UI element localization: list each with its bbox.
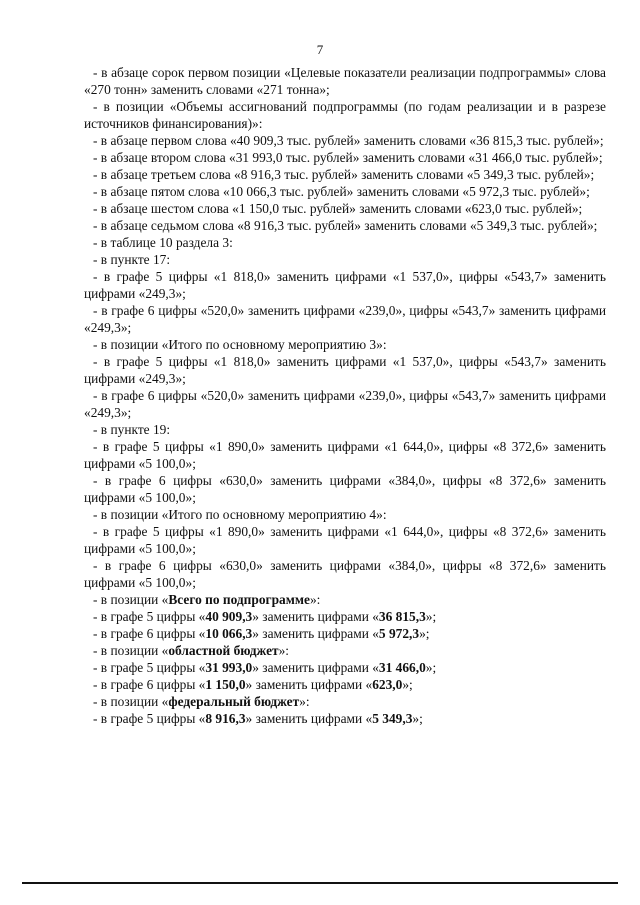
bold-text: федеральный бюджет (168, 694, 300, 709)
text: - в позиции «Итого по основному мероприятию 4»: (93, 507, 387, 522)
text: - в графе 6 цифры « (93, 626, 206, 641)
text: »; (425, 660, 437, 675)
text: - в абзаце сорок первом позиции «Целевые показатели реализации подпрограммы» слова «270 тонн» заменить словами «271 тонна»; (84, 65, 606, 97)
paragraph (84, 472, 606, 506)
text: » заменить цифрами « (245, 711, 373, 726)
paragraph (84, 217, 606, 234)
text: » заменить цифрами « (245, 677, 373, 692)
document-body (84, 64, 606, 727)
bold-text: 40 909,3 (205, 609, 253, 624)
text: - в абзаце шестом слова «1 150,0 тыс. рублей» заменить словами «623,0 тыс. рублей»; (93, 201, 583, 216)
text: - в графе 5 цифры «1 818,0» заменить цифрами «1 537,0», цифры «543,7» заменить цифрами «249,3»; (84, 354, 606, 386)
text: »: (299, 694, 310, 709)
paragraph (84, 557, 606, 591)
bold-text: 31 993,0 (205, 660, 253, 675)
text: - в графе 6 цифры « (93, 677, 206, 692)
text: - в позиции «Итого по основному мероприятию 3»: (93, 337, 387, 352)
paragraph (84, 302, 606, 336)
text: - в позиции « (93, 643, 169, 658)
bold-text: 623,0 (372, 677, 403, 692)
text: »: (309, 592, 321, 607)
bold-text: 8 916,3 (205, 711, 246, 726)
paragraph (84, 659, 606, 676)
text: - в абзаце третьем слова «8 916,3 тыс. рублей» заменить словами «5 349,3 тыс. рублей»; (93, 167, 595, 182)
paragraph (84, 608, 606, 625)
paragraph (84, 421, 606, 438)
paragraph (84, 710, 606, 727)
bold-text: 1 150,0 (205, 677, 246, 692)
text: - в абзаце втором слова «31 993,0 тыс. рублей» заменить словами «31 466,0 тыс. рублей»; (93, 150, 603, 165)
text: »; (419, 626, 430, 641)
bold-text: Всего по подпрограмме (168, 592, 310, 607)
page-number: 7 (316, 42, 324, 57)
paragraph (84, 506, 606, 523)
paragraph (84, 693, 606, 710)
paragraph (84, 676, 606, 693)
paragraph (84, 268, 606, 302)
text: - в графе 5 цифры «1 890,0» заменить цифрами «1 644,0», цифры «8 372,6» заменить цифрами «5 100,0»; (84, 524, 606, 556)
text: »; (412, 711, 423, 726)
text: - в позиции « (93, 694, 169, 709)
text: - в абзаце седьмом слова «8 916,3 тыс. рублей» заменить словами «5 349,3 тыс. рублей»; (93, 218, 598, 233)
text: » заменить цифрами « (252, 609, 379, 624)
paragraph (84, 183, 606, 200)
paragraph (84, 200, 606, 217)
paragraph (84, 336, 606, 353)
bottom-rule (22, 882, 618, 884)
text: - в графе 5 цифры « (93, 711, 206, 726)
paragraph (84, 251, 606, 268)
paragraph (84, 591, 606, 608)
bold-text: 31 466,0 (378, 660, 426, 675)
bold-text: 10 066,3 (205, 626, 253, 641)
text: - в графе 5 цифры «1 890,0» заменить цифрами «1 644,0», цифры «8 372,6» заменить цифрами «5 100,0»; (84, 439, 606, 471)
text: - в позиции «Объемы ассигнований подпрограммы (по годам реализации и в разрезе источников финансирования)»: (84, 99, 606, 131)
text: - в пункте 19: (93, 422, 171, 437)
text: - в графе 6 цифры «630,0» заменить цифрами «384,0», цифры «8 372,6» заменить цифрами «5 100,0»; (84, 558, 606, 590)
paragraph (84, 438, 606, 472)
text: »: (278, 643, 290, 658)
text: - в графе 5 цифры « (93, 660, 206, 675)
text: - в таблице 10 раздела 3: (93, 235, 233, 250)
text: - в абзаце пятом слова «10 066,3 тыс. рублей» заменить словами «5 972,3 тыс. рублей»; (93, 184, 590, 199)
paragraph (84, 98, 606, 132)
text: - в пункте 17: (93, 252, 171, 267)
text: »; (425, 609, 437, 624)
text: » заменить цифрами « (252, 626, 379, 641)
paragraph (84, 132, 606, 149)
text: - в графе 5 цифры «1 818,0» заменить цифрами «1 537,0», цифры «543,7» заменить цифрами «249,3»; (84, 269, 606, 301)
paragraph (84, 387, 606, 421)
paragraph (84, 523, 606, 557)
text: - в графе 5 цифры « (93, 609, 206, 624)
bold-text: 5 972,3 (378, 626, 420, 641)
paragraph (84, 234, 606, 251)
text: - в позиции « (93, 592, 169, 607)
paragraph (84, 353, 606, 387)
bold-text: областной бюджет (168, 643, 279, 658)
bold-text: 5 349,3 (372, 711, 413, 726)
text: - в графе 6 цифры «630,0» заменить цифрами «384,0», цифры «8 372,6» заменить цифрами «5 100,0»; (84, 473, 606, 505)
text: - в графе 6 цифры «520,0» заменить цифрами «239,0», цифры «543,7» заменить цифрами «249,3»; (84, 388, 606, 420)
text: - в графе 6 цифры «520,0» заменить цифрами «239,0», цифры «543,7» заменить цифрами «249,3»; (84, 303, 606, 335)
text: - в абзаце первом слова «40 909,3 тыс. рублей» заменить словами «36 815,3 тыс. рублей»; (93, 133, 604, 148)
bold-text: 36 815,3 (378, 609, 426, 624)
paragraph (84, 64, 606, 98)
text: » заменить цифрами « (252, 660, 379, 675)
paragraph (84, 149, 606, 166)
paragraph (84, 166, 606, 183)
paragraph (84, 625, 606, 642)
paragraph (84, 642, 606, 659)
text: »; (402, 677, 413, 692)
